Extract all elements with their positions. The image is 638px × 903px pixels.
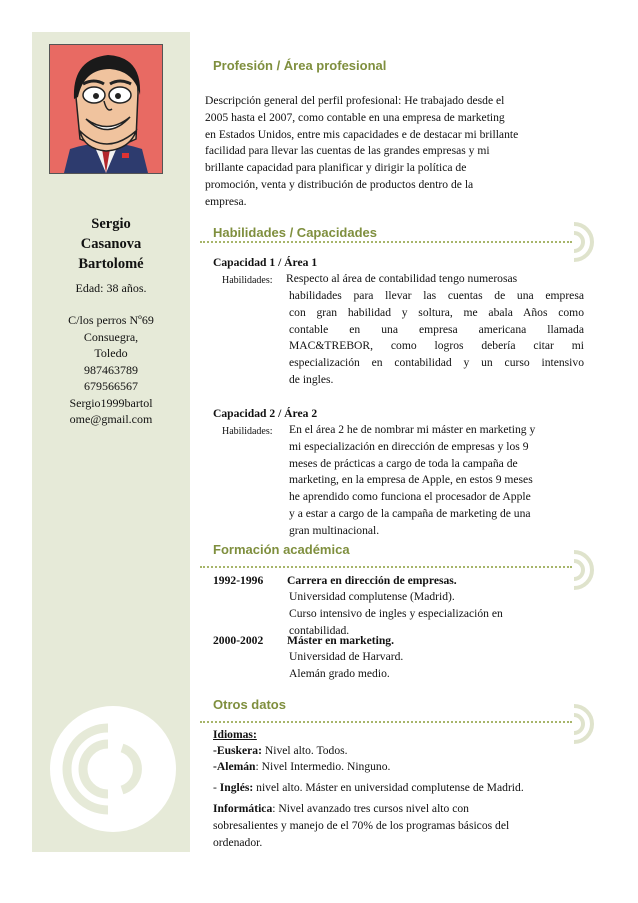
text-line: de ingles. [289,372,334,386]
text-line: promoción, venta y distribución de productos dentro de la [205,177,474,191]
profession-heading: Profesión / Área profesional [213,58,387,73]
email-line: ome@gmail.com [69,412,153,426]
capacity-1-title: Capacidad 1 / Área 1 [213,256,318,269]
phone-line: 987463789 [84,362,138,377]
text-line: Universidad de Harvard. [289,650,404,663]
capacity-2-text [289,422,589,540]
education-years: 2000-2002 [213,634,264,647]
language-aleman [213,759,390,776]
text-line: con gran habilidad y soltura, me abala Años como [289,305,584,319]
skills-heading: Habilidades / Capacidades [213,225,378,240]
section-divider [200,566,572,568]
text-line: En el área 2 he de nombrar mi máster en marketing y [289,423,536,436]
language-level: : Nivel Intermedio. Ninguno. [255,760,391,773]
age-text: Edad: 38 años. [75,281,147,295]
profession-description [205,93,585,211]
text-line: Descripción general del perfil profesional: He trabajado desde el [205,94,505,107]
address-line: Consuegra, [83,329,139,344]
text-line: sobresalientes y manejo de el 70% de los programas básicos del [213,818,510,832]
education-details [289,589,503,639]
address-line: C/los perros Nº69 [68,313,154,327]
text-line: contabilidad. [289,623,350,637]
capacity-2-title: Capacidad 2 / Área 2 [213,407,318,420]
text-line: contable en una empresa americana llamada [289,322,584,336]
decorative-circle-logo [48,704,178,834]
text-line: ordenador. [213,835,263,849]
name-line: Sergio [91,216,131,232]
bracket-ornament-icon [570,549,594,591]
text-line: brillante capacidad para planificar y dirigir la política de [205,161,467,175]
text-line: MAC&TREBOR, como logros debería citar mi [289,339,584,353]
language-label: -Alemán [213,760,256,773]
text-line [213,801,583,818]
section-divider [200,241,572,243]
text-line: marketing, en la empresa de Apple, en estos 9 meses [289,473,533,487]
computing-label: Informática [213,802,273,815]
text-line: gran multinacional. [289,523,380,537]
phone-line: 679566567 [84,379,138,393]
language-label: Inglés: [219,781,254,794]
contact-block [32,312,190,428]
profile-photo [49,44,163,174]
text-line: he aprendido como funciona el procesador de Apple [289,490,531,504]
text-line: meses de prácticas a cargo de toda la campaña de [289,456,518,470]
language-label: -Euskera: [213,744,262,757]
language-level: nivel alto. Máster en universidad complutense de Madrid. [253,781,524,794]
education-title: Máster en marketing. [287,634,395,647]
text-line: empresa. [205,194,247,208]
name-line: Casanova [80,236,142,252]
education-title: Carrera en dirección de empresas. [287,574,457,587]
language-level: Nivel alto. Todos. [261,744,348,757]
skills-label: Habilidades: [222,426,273,437]
name-line: Bartolomé [78,256,144,272]
text-line: 2005 hasta el 2007, como contable en una empresa de marketing [205,110,505,124]
skills-label: Habilidades: [222,275,273,286]
computing-skills [213,801,583,851]
capacity-1-first-line: Respecto al área de contabilidad tengo numerosas [286,272,518,285]
text-line: Curso intensivo de ingles y especialización en [289,606,503,620]
text-line: especialización en contabilidad y un curso intensivo [289,356,584,370]
text-line: facilidad para llevar las cuentas de las grandes empresas y mi [205,144,490,158]
bullet-dash: - [213,781,220,794]
text-line: en Estados Unidos, entre mis capacidades e de destacar mi brillante [205,127,519,141]
education-heading: Formación académica [213,542,350,557]
computing-text: : Nivel avanzado tres cursos nivel alto con [272,802,469,815]
language-euskera [213,743,348,760]
text-line: habilidades para llevar las cuentas de una empresa [289,289,584,302]
section-divider [200,721,572,723]
email-line: Sergio1999bartol [69,395,153,410]
language-ingles [213,780,524,797]
text-line: y a estar a cargo de la campaña de marketing de una [289,506,531,520]
education-years: 1992-1996 [213,574,264,587]
text-line: Alemán grado medio. [289,666,390,680]
address-line: Toledo [94,346,128,360]
capacity-1-text [289,288,584,389]
text-line: mi especialización en dirección de empresas y los 9 [289,439,529,453]
other-heading: Otros datos [213,697,286,712]
bracket-ornament-icon [570,221,594,263]
education-details [289,649,403,683]
candidate-name [32,214,190,274]
languages-title: Idiomas: [213,728,257,741]
bracket-ornament-icon [570,703,594,745]
text-line: Universidad complutense (Madrid). [289,590,455,603]
